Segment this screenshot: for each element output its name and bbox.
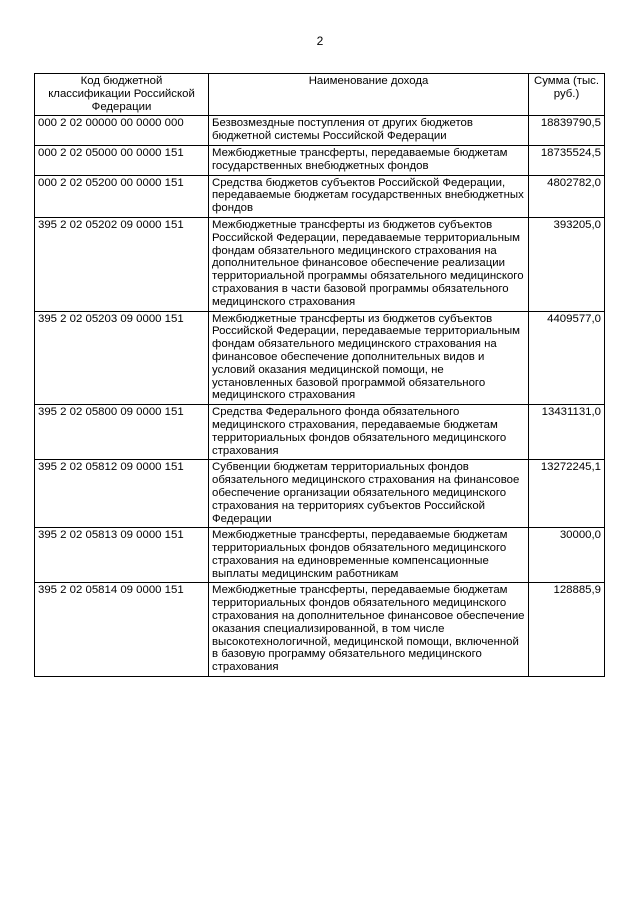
row-name: Межбюджетные трансферты, передаваемые бюджетам государственных внебюджетных фондов: [209, 145, 529, 175]
table-row: [35, 175, 605, 217]
row-sum: 128885,9: [529, 583, 605, 677]
table-row: [35, 145, 605, 175]
header-code: Код бюджетной классификации Российской Федерации: [35, 74, 209, 116]
page-number: 2: [316, 34, 324, 48]
header-sum: Сумма (тыс. руб.): [529, 74, 605, 116]
table-row: [35, 116, 605, 146]
row-code: 395 2 02 05800 09 0000 151: [35, 405, 209, 460]
row-name: Межбюджетные трансферты, передаваемые бюджетам территориальных фондов обязательного медицинского страхования на дополнительное финансовое обеспечение оказания специализированной, в том числе высокотехнологичной, медицинской помощи, включенной в базовую программу обязательного медицинского страхования: [209, 583, 529, 677]
row-name: Межбюджетные трансферты, передаваемые бюджетам территориальных фондов обязательного медицинского страхования на единовременные компенсационные выплаты медицинским работникам: [209, 528, 529, 583]
row-code: 000 2 02 05000 00 0000 151: [35, 145, 209, 175]
header-name: Наименование дохода: [209, 74, 529, 116]
table-row: [35, 583, 605, 677]
table-row: [35, 460, 605, 528]
row-sum: 393205,0: [529, 217, 605, 311]
row-code: 395 2 02 05814 09 0000 151: [35, 583, 209, 677]
row-name: Безвозмездные поступления от других бюджетов бюджетной системы Российской Федерации: [209, 116, 529, 146]
row-sum: 13431131,0: [529, 405, 605, 460]
row-sum: 18839790,5: [529, 116, 605, 146]
row-sum: 4802782,0: [529, 175, 605, 217]
table-header-row: [35, 74, 605, 116]
row-name: Субвенции бюджетам территориальных фондов обязательного медицинского страхования на финансовое обеспечение организации обязательного медицинского страхования на территориях субъектов Российской Федерации: [209, 460, 529, 528]
row-code: 395 2 02 05812 09 0000 151: [35, 460, 209, 528]
table-row: [35, 405, 605, 460]
income-table: [34, 73, 605, 677]
row-code: 395 2 02 05813 09 0000 151: [35, 528, 209, 583]
row-code: 000 2 02 00000 00 0000 000: [35, 116, 209, 146]
row-code: 000 2 02 05200 00 0000 151: [35, 175, 209, 217]
row-code: 395 2 02 05202 09 0000 151: [35, 217, 209, 311]
table-row: [35, 311, 605, 405]
row-sum: 18735524,5: [529, 145, 605, 175]
row-name: Средства Федерального фонда обязательного медицинского страхования, передаваемые бюджетам территориальных фондов обязательного медицинского страхования: [209, 405, 529, 460]
row-name: Средства бюджетов субъектов Российской Федерации, передаваемые бюджетам государственных внебюджетных фондов: [209, 175, 529, 217]
row-name: Межбюджетные трансферты из бюджетов субъектов Российской Федерации, передаваемые территориальным фондам обязательного медицинского страхования на дополнительное финансовое обеспечение реализации территориальной программы обязательного медицинского страхования в части базовой программы обязательного медицинского страхования: [209, 217, 529, 311]
row-name: Межбюджетные трансферты из бюджетов субъектов Российской Федерации, передаваемые территориальным фондам обязательного медицинского страхования на финансовое обеспечение дополнительных видов и условий оказания медицинской помощи, не установленных базовой программой обязательного медицинского страхования: [209, 311, 529, 405]
row-sum: 13272245,1: [529, 460, 605, 528]
row-sum: 30000,0: [529, 528, 605, 583]
row-sum: 4409577,0: [529, 311, 605, 405]
row-code: 395 2 02 05203 09 0000 151: [35, 311, 209, 405]
table-row: [35, 528, 605, 583]
table-row: [35, 217, 605, 311]
